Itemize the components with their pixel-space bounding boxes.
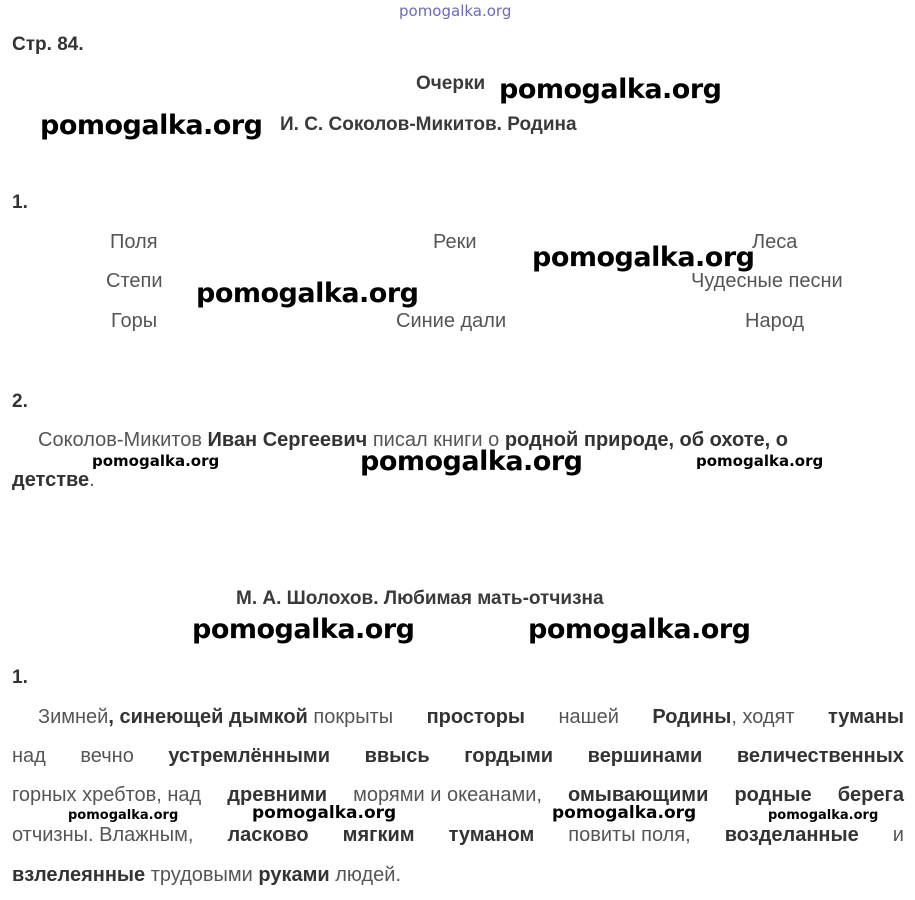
- watermark: pomogalka.org: [196, 278, 419, 309]
- watermark: pomogalka.org: [532, 242, 755, 273]
- answer-text: .: [89, 469, 95, 491]
- text-bold: , синеющей дымкой: [108, 706, 308, 728]
- watermark: pomogalka.org: [696, 452, 824, 470]
- answer-text: Соколов-Микитов: [38, 429, 208, 451]
- word-item: Горы: [111, 310, 158, 332]
- watermark: pomogalka.org: [192, 614, 415, 645]
- text-bold: туманом: [448, 824, 535, 846]
- text-bold: величественных: [736, 745, 904, 767]
- text-segment: трудовыми: [145, 864, 259, 886]
- watermark: pomogalka.org: [68, 808, 179, 823]
- text-segment: вечно: [80, 745, 134, 767]
- text-line: [12, 784, 904, 807]
- text-bold: Родины: [652, 706, 732, 728]
- word-item: Синие дали: [396, 310, 507, 332]
- text-bold: возделанные: [724, 824, 859, 846]
- section-title: М. А. Шолохов. Любимая мать-отчизна: [236, 588, 604, 609]
- answer-bold: родной природе, об охоте, о: [504, 429, 788, 451]
- text-segment: и: [892, 824, 904, 846]
- section-subtitle: И. С. Соколов-Микитов. Родина: [280, 114, 577, 135]
- text-bold: ласково: [227, 824, 309, 846]
- page-number: Стр. 84.: [12, 34, 84, 55]
- watermark: pomogalka.org: [92, 452, 220, 470]
- text-segment: повиты поля,: [568, 824, 691, 846]
- text-bold: туманы: [828, 706, 904, 728]
- word-item: Леса: [752, 231, 798, 253]
- text-bold: древними: [227, 784, 328, 806]
- watermark: pomogalka.org: [252, 803, 397, 823]
- watermark: pomogalka.org: [528, 614, 751, 645]
- text-line: [12, 824, 904, 847]
- text-segment: Зимней: [38, 706, 109, 728]
- text-bold: ввысь: [364, 745, 430, 767]
- text-line: [12, 864, 904, 887]
- watermark: pomogalka.org: [360, 446, 583, 477]
- answer-bold: Иван Сергеевич: [207, 429, 368, 451]
- word-item: Народ: [745, 310, 805, 332]
- watermark: pomogalka.org: [40, 110, 263, 141]
- text-bold: устремлёнными: [168, 745, 330, 767]
- answer-bold: детстве: [12, 469, 90, 491]
- question-number: 1.: [12, 192, 28, 213]
- text-bold: руками: [258, 864, 330, 886]
- word-item: Реки: [433, 231, 477, 253]
- question-number: 2.: [12, 391, 28, 412]
- word-item: Степи: [106, 270, 163, 292]
- watermark: pomogalka.org: [499, 74, 722, 105]
- text-line: [12, 745, 904, 768]
- watermark: pomogalka.org: [768, 808, 879, 823]
- watermark: pomogalka.org: [552, 803, 697, 823]
- text-segment: горных хребтов, над: [12, 784, 202, 806]
- text-bold: берега: [837, 784, 904, 806]
- text-bold: взлелеянные: [12, 864, 146, 886]
- word-item: Чудесные песни: [691, 270, 843, 292]
- word-item: Поля: [110, 231, 158, 253]
- text-bold: родные: [734, 784, 812, 806]
- text-bold: вершинами: [587, 745, 703, 767]
- text-bold: мягким: [342, 824, 415, 846]
- text-segment: нашей: [558, 706, 619, 728]
- text-segment: над: [12, 745, 46, 767]
- question-number: 1.: [12, 667, 28, 688]
- text-segment: покрыты: [307, 706, 394, 728]
- text-bold: гордыми: [464, 745, 554, 767]
- text-bold: омывающими: [568, 784, 709, 806]
- text-line: [12, 706, 904, 729]
- text-segment: отчизны. Влажным,: [12, 824, 194, 846]
- section-title: Очерки: [416, 73, 486, 94]
- answer-text: писал книги о: [367, 429, 505, 451]
- text-segment: , ходят: [731, 706, 795, 728]
- text-segment: морями и океанами,: [353, 784, 542, 806]
- watermark-top: pomogalka.org: [399, 2, 512, 20]
- text-bold: просторы: [426, 706, 525, 728]
- text-segment: людей.: [329, 864, 401, 886]
